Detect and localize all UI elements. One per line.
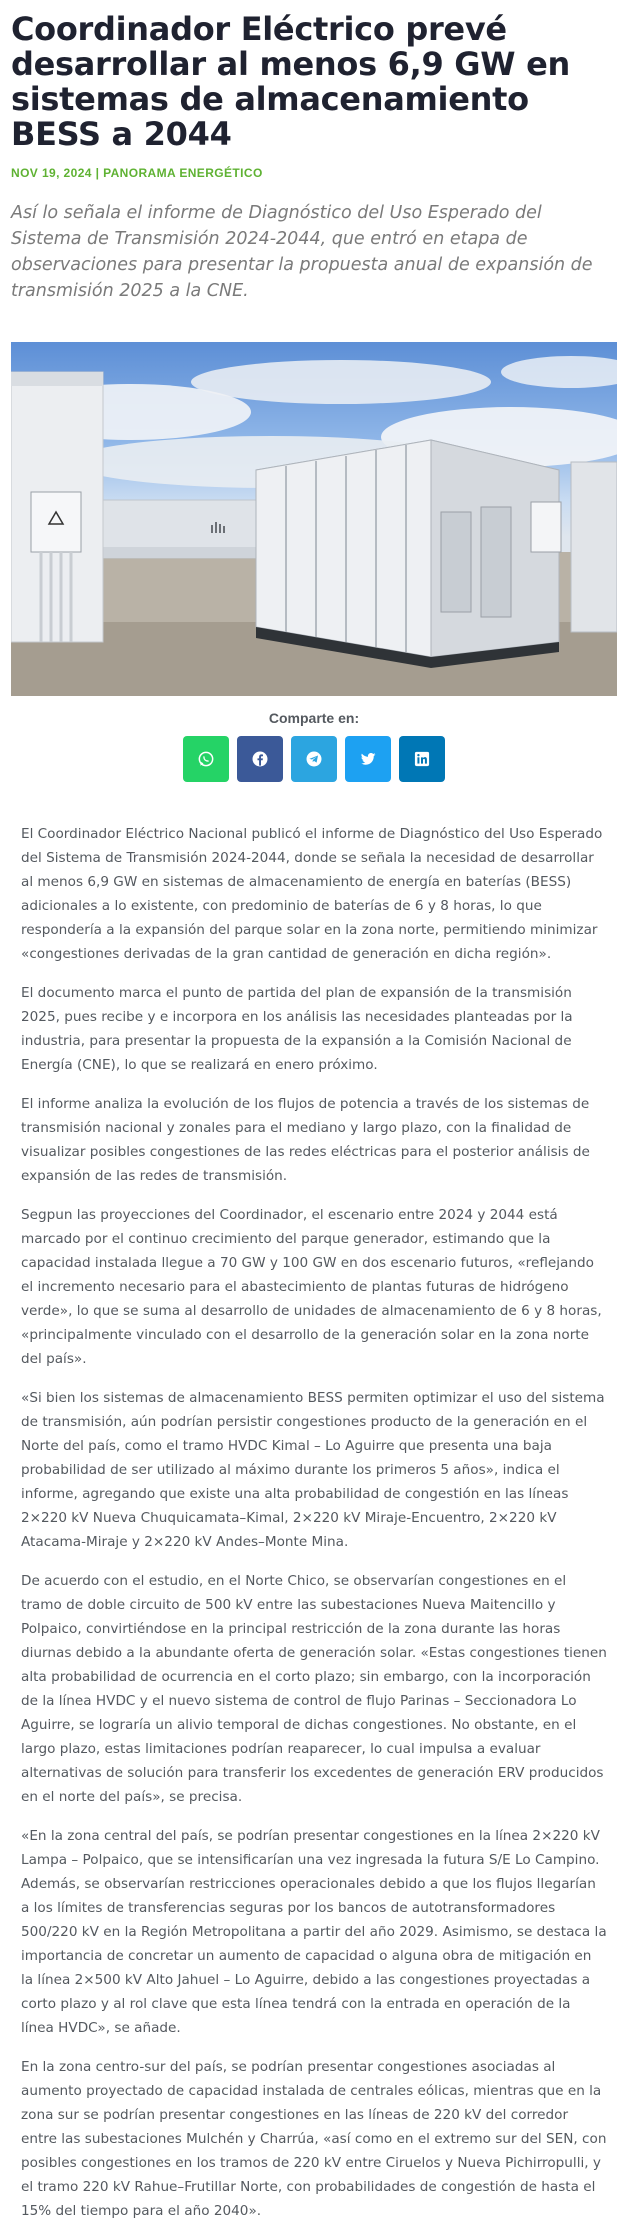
article-body [11,822,617,2223]
twitter-icon [358,749,378,769]
share-telegram-button[interactable] [291,736,337,782]
article-paragraph: «Si bien los sistemas de almacenamiento BESS permiten optimizar el uso del sistema de transmisión, aún podrían persistir congestiones producto de la generación en el Norte del país, como el tramo HVDC Kimal – Lo Aguirre que presenta una baja probabilidad de ser utilizado al máximo durante los primeros 5 años», indica el informe, agregando que existe una alta probabilidad de congestión en las líneas 2×220 kV Nueva Chuquicamata–Kimal, 2×220 kV Miraje-Encuentro, 2×220 kV Atacama-Miraje y 2×220 kV Andes–Monte Mina. [21,1390,605,1550]
share-whatsapp-button[interactable] [183,736,229,782]
article-paragraph: El documento marca el punto de partida del plan de expansión de la transmisión 2025, pues recibe y e incorpora en los análisis las necesidades planteadas por la industria, para presentar la propuesta de la expansión a la Comisión Nacional de Energía (CNE), lo que se realizará en enero próximo. [21,985,573,1073]
article-paragraph: En la zona centro-sur del país, se podrían presentar congestiones asociadas al aumento proyectado de capacidad instalada de centrales eólicas, mientras que en la zona sur se podrían presentar congestiones en las líneas de 220 kV del corredor entre las subestaciones Mulchén y Charrúa, «así como en el extremo sur del SEN, con posibles congestiones en los tramos de 220 kV entre Ciruelos y Nueva Pichirropulli, y el tramo 220 kV Rahue–Frutillar Norte, con probabilidades de congestión de hasta el 15% del tiempo para el año 2040». [21,2059,607,2219]
share-twitter-button[interactable] [345,736,391,782]
article-paragraph: El Coordinador Eléctrico Nacional publicó el informe de Diagnóstico del Uso Esperado del Sistema de Transmisión 2024-2044, donde se señala la necesidad de desarrollar al menos 6,9 GW en sistemas de almacenamiento de energía en baterías (BESS) adicionales a lo existente, con predominio de baterías de 6 y 8 horas, lo que respondería a la expansión del parque solar en la zona norte, permitiendo minimizar «congestiones derivadas de la gran cantidad de generación en dicha región». [21,826,603,962]
telegram-icon [304,749,324,769]
share-buttons [11,736,617,782]
share-facebook-button[interactable] [237,736,283,782]
bess-containers-photo [11,342,617,696]
article-title: Coordinador Eléctrico prevé desarrollar al menos 6,9 GW en sistemas de almacenamiento BESS a 2044 [11,10,570,153]
hero-image [11,342,617,696]
article-paragraph: Segpun las proyecciones del Coordinador, el escenario entre 2024 y 2044 está marcado por el continuo crecimiento del parque generador, estimando que la capacidad instalada llegue a 70 GW y 100 GW en dos escenario futuros, «reflejando el incremento necesario para el abastecimiento de plantas futuras de hidrógeno verde», lo que se suma al desarrollo de unidades de almacenamiento de 6 y 8 horas, «principalmente vinculado con el desarrollo de la generación solar en la zona norte del país». [21,1207,602,1367]
article-paragraph: El informe analiza la evolución de los flujos de potencia a través de los sistemas de transmisión nacional y zonales para el mediano y largo plazo, con la finalidad de visualizar posibles congestiones de las redes eléctricas para el posterior análisis de expansión de las redes de transmisión. [21,1096,590,1184]
linkedin-icon [412,749,432,769]
facebook-icon [250,749,270,769]
share-linkedin-button[interactable] [399,736,445,782]
share-label: Comparte en: [268,710,360,726]
article-paragraph: «En la zona central del país, se podrían presentar congestiones en la línea 2×220 kV Lampa – Polpaico, que se intensificarían una vez ingresada la futura S/E Lo Campino. Además, se observarían restricciones operacionales debido a que los flujos llegarían a los límites de transferencias seguras por los bancos de autotransformadores 500/220 kV en la Región Metropolitana a partir del año 2029. Asimismo, se destaca la importancia de concretar un aumento de capacidad o alguna obra de mitigación en la línea 2×500 kV Alto Jahuel – Lo Aguirre, debido a las congestiones proyectadas a corto plazo y al rol clave que esta línea tendrá con la entrada en operación de la línea HVDC», se añade. [21,1828,607,2036]
article-lede: Así lo señala el informe de Diagnóstico del Uso Esperado del Sistema de Transmisión 2024-2044, que entró en etapa de observaciones para presentar la propuesta anual de expansión de transmisión 2025 a la CNE. [11,203,593,301]
article-meta[interactable]: NOV 19, 2024 | PANORAMA ENERGÉTICO [11,166,263,180]
article-paragraph: De acuerdo con el estudio, en el Norte Chico, se observarían congestiones en el tramo de doble circuito de 500 kV entre las subestaciones Nueva Maitencillo y Polpaico, convirtiéndose en la principal restricción de la zona durante las horas diurnas debido a la abundante oferta de generación solar. «Estas congestiones tienen alta probabilidad de ocurrencia en el corto plazo; sin embargo, con la incorporación de la línea HVDC y el nuevo sistema de control de flujo Parinas – Seccionadora Lo Aguirre, se lograría un alivio temporal de dichas congestiones. No obstante, en el largo plazo, estas limitaciones podrían reaparecer, lo cual impulsa a evaluar alternativas de solución para transferir los excedentes de generación ERV producidos en el norte del país», se precisa. [21,1573,607,1805]
whatsapp-icon [196,749,216,769]
